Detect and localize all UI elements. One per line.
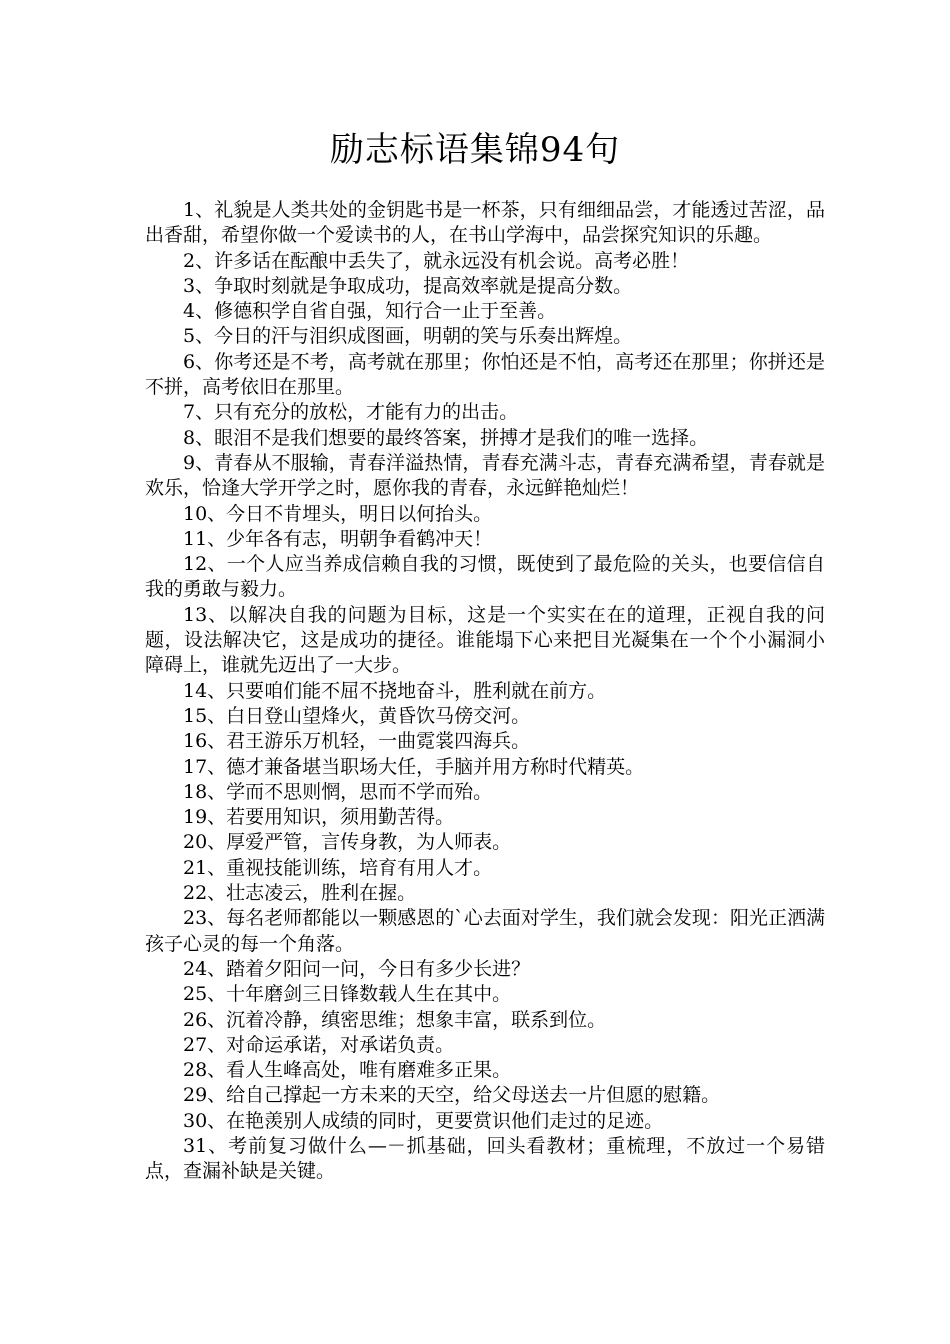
document-body — [145, 198, 825, 1185]
slogan-paragraph: 6、你考还是不考，高考就在那里；你怕还是不怕，高考还在那里；你拼还是不拼，高考依旧在那里。 — [145, 350, 825, 399]
slogan-paragraph: 14、只要咱们能不屈不挠地奋斗，胜利就在前方。 — [183, 679, 607, 702]
slogan-paragraph: 29、给自己撑起一方未来的天空，给父母送去一片但愿的慰籍。 — [183, 1084, 721, 1107]
slogan-paragraph: 24、踏着夕阳问一问，今日有多少长进？ — [183, 957, 531, 980]
slogan-paragraph: 17、德才兼备堪当职场大任，手脑并用方称时代精英。 — [183, 755, 645, 778]
slogan-paragraph: 26、沉着冷静，缜密思维；想象丰富，联系到位。 — [183, 1008, 607, 1031]
slogan-paragraph: 10、今日不肯埋头，明日以何抬头。 — [183, 502, 493, 525]
document-title: 励志标语集锦94句 — [329, 130, 621, 170]
slogan-paragraph: 20、厚爱严管，言传身教，为人师表。 — [183, 831, 512, 854]
slogan-paragraph: 28、看人生峰高处，唯有磨难多正果。 — [183, 1059, 512, 1082]
slogan-paragraph: 27、对命运承诺，对承诺负责。 — [183, 1033, 455, 1056]
slogan-paragraph: 13、以解决自我的问题为目标，这是一个实实在在的道理，正视自我的问题，设法解决它，这是成功的捷径。谁能塌下心来把目光凝集在一个个小漏洞小障碍上，谁就先迈出了一大步。 — [145, 603, 825, 677]
slogan-paragraph: 25、十年磨剑三日锋数载人生在其中。 — [183, 983, 512, 1006]
slogan-paragraph: 12、一个人应当养成信赖自我的习惯，既使到了最危险的关头，也要信信自我的勇敢与毅力。 — [145, 553, 825, 601]
slogan-paragraph: 23、每名老师都能以一颗感恩的`心去面对学生，我们就会发现：阳光正洒满孩子心灵的每一个角落。 — [145, 907, 825, 955]
slogan-paragraph: 15、白日登山望烽火，黄昏饮马傍交河。 — [183, 704, 531, 727]
slogan-paragraph: 9、青春从不服输，青春洋溢热情，青春充满斗志，青春充满希望，青春就是欢乐，恰逢大学开学之时，愿你我的青春，永远鲜艳灿烂！ — [145, 451, 825, 500]
slogan-paragraph: 11、少年各有志，明朝争看鹤冲天！ — [183, 527, 493, 550]
slogan-paragraph: 2、许多话在酝酿中丢失了，就永远没有机会说。高考必胜！ — [183, 249, 690, 272]
slogan-paragraph: 3、争取时刻就是争取成功，提高效率就是提高分数。 — [183, 274, 633, 297]
slogan-paragraph: 4、修德积学自省自强，知行合一止于至善。 — [183, 300, 557, 323]
slogan-paragraph: 18、学而不思则惘，思而不学而殆。 — [183, 780, 493, 803]
slogan-paragraph: 21、重视技能训练，培育有用人才。 — [183, 856, 493, 879]
slogan-paragraph: 5、今日的汗与泪织成图画，明朝的笑与乐奏出辉煌。 — [183, 325, 633, 348]
slogan-paragraph: 30、在艳羡别人成绩的同时，更要赏识他们走过的足迹。 — [183, 1109, 664, 1132]
slogan-paragraph: 8、眼泪不是我们想要的最终答案，拼搏才是我们的唯一选择。 — [183, 426, 709, 449]
slogan-paragraph: 7、只有充分的放松，才能有力的出击。 — [183, 401, 519, 424]
slogan-paragraph: 16、君王游乐万机轻，一曲霓裳四海兵。 — [183, 730, 531, 753]
slogan-paragraph: 1、礼貌是人类共处的金钥匙书是一杯茶，只有细细品尝，才能透过苦涩，品出香甜，希望你做一个爱读书的人，在书山学海中，品尝探究知识的乐趣。 — [145, 199, 825, 247]
slogan-paragraph: 22、壮志凌云，胜利在握。 — [183, 882, 417, 905]
slogan-paragraph: 31、考前复习做什么—－抓基础，回头看教材；重梳理，不放过一个易错点，查漏补缺是关键。 — [145, 1134, 825, 1183]
slogan-paragraph: 19、若要用知识，须用勤苦得。 — [183, 806, 455, 829]
